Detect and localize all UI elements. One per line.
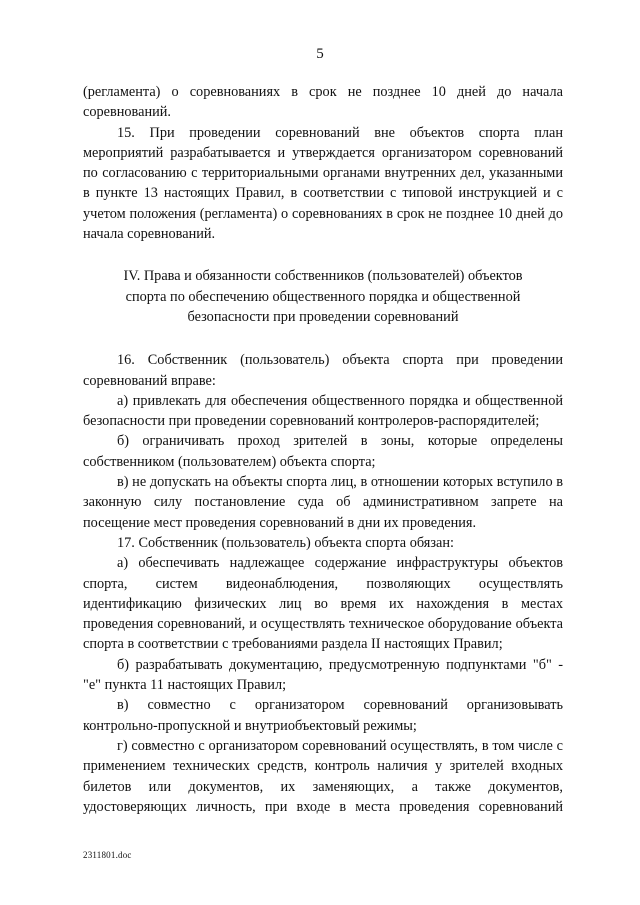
document-body bbox=[83, 82, 563, 817]
page-number: 5 bbox=[316, 46, 324, 62]
paragraph-16-v: в) не допускать на объекты спорта лиц, в отношении которых вступило в законную силу постановление суда об административном запрете на посещение мест проведения соревнований в дни их проведения. bbox=[83, 474, 563, 531]
section-heading-line-3: безопасности при проведении соревнований bbox=[187, 308, 459, 325]
paragraph-15: 15. При проведении соревнований вне объектов спорта план мероприятий разрабатывается и утверждается организатором соревнований по согласованию с территориальными органами внутренних дел, указанными в пункте 13 настоящих Правил, в соответствии с типовой инструкцией и с учетом положения (регламента) о соревнованиях в срок не позднее 10 дней до начала соревнований. bbox=[83, 124, 563, 243]
paragraph-16-a: а) привлекать для обеспечения общественного порядка и общественной безопасности при проведении соревнований контролеров-распорядителей; bbox=[83, 392, 563, 430]
paragraph-17-a: а) обеспечивать надлежащее содержание инфраструктуры объектов спорта, систем видеонаблюдения, позволяющих осуществлять идентификацию физических лиц во время их нахождения в местах проведения соревнований, и осуществлять техническое оборудование объекта спорта в соответствии с требованиями раздела II настоящих Правил; bbox=[83, 555, 563, 653]
section-heading-iv bbox=[83, 266, 563, 327]
section-heading-line-1: IV. Права и обязанности собственников (пользователей) объектов bbox=[123, 268, 523, 285]
paragraph-17: 17. Собственник (пользователь) объекта спорта обязан: bbox=[117, 534, 454, 551]
paragraph-17-b: б) разрабатывать документацию, предусмотренную подпунктами "б" - "е" пункта 11 настоящих Правил; bbox=[83, 656, 563, 694]
paragraph-16-b: б) ограничивать проход зрителей в зоны, которые определены собственником (пользователем) объекта спорта; bbox=[83, 433, 563, 470]
paragraph-17-g: г) совместно с организатором соревнований осуществлять, в том числе с применением технических средств, контроль наличия у зрителей входных билетов или документов, их заменяющих, а также документов, удостоверяющих личность, при входе в места проведения соревнований bbox=[83, 737, 563, 815]
file-name-footer: 2311801.doc bbox=[83, 850, 132, 860]
paragraph-16: 16. Собственник (пользователь) объекта спорта при проведении соревнований вправе: bbox=[83, 352, 563, 389]
paragraph-continuation: (регламента) о соревнованиях в срок не позднее 10 дней до начала соревнований. bbox=[83, 84, 563, 121]
section-heading-line-2: спорта по обеспечению общественного порядка и общественной bbox=[125, 288, 521, 305]
paragraph-17-v: в) совместно с организатором соревнований организовывать контрольно-пропускной и внутриобъектовый режимы; bbox=[83, 697, 563, 734]
